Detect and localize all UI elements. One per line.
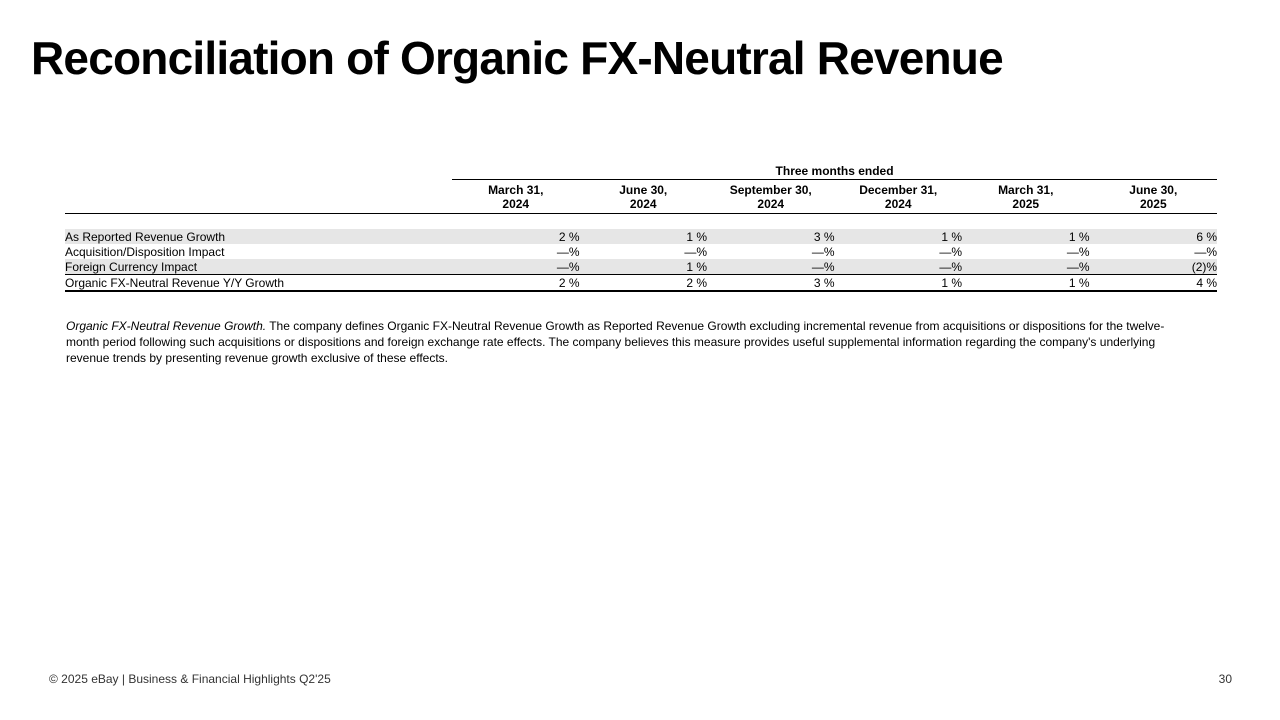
table-row xyxy=(65,229,1217,244)
row-value: 3 % xyxy=(707,275,835,292)
row-value: —% xyxy=(684,244,707,259)
row-value: 1 % xyxy=(835,229,963,244)
column-header: September 30, 2024 xyxy=(707,180,835,214)
row-value: 1 % xyxy=(962,275,1090,292)
column-header: March 31, 2025 xyxy=(962,180,1090,214)
row-label: Organic FX-Neutral Revenue Y/Y Growth xyxy=(65,275,452,292)
row-value: 2 % xyxy=(452,229,580,244)
row-value: 1 % xyxy=(835,275,963,292)
row-value: 3 % xyxy=(707,229,835,244)
column-header: June 30, 2025 xyxy=(1090,180,1218,214)
footnote xyxy=(66,318,1196,366)
row-value: —% xyxy=(556,244,580,259)
row-label: As Reported Revenue Growth xyxy=(65,229,452,244)
row-value: —% xyxy=(452,259,580,275)
row-value: —% xyxy=(1194,244,1218,259)
row-value: —% xyxy=(707,259,835,275)
row-value: (2)% xyxy=(1090,259,1218,275)
footnote-text: The company defines Organic FX-Neutral Revenue Growth as Reported Revenue Growth excluding incremental revenue from acquisitions or dispositions for the twelve-month period following such acquisitions or dispositions and foreign exchange rate effects. The company believes this measure provides useful supplemental information regarding the company's underlying revenue trends by presenting revenue growth exclusive of these effects. xyxy=(66,319,1165,365)
table-row xyxy=(65,259,1217,275)
table-row xyxy=(65,275,1217,292)
footer-copyright: © 2025 eBay | Business & Financial Highlights Q2'25 xyxy=(49,672,331,686)
row-label: Acquisition/Disposition Impact xyxy=(65,244,225,259)
column-header: March 31, 2024 xyxy=(452,180,580,214)
row-value: 1 % xyxy=(580,259,708,275)
reconciliation-table xyxy=(65,164,1217,292)
row-value: 4 % xyxy=(1090,275,1218,292)
footnote-term: Organic FX-Neutral Revenue Growth. xyxy=(66,319,267,333)
page-title: Reconciliation of Organic FX-Neutral Revenue xyxy=(31,32,1003,84)
row-value: 6 % xyxy=(1090,229,1218,244)
page-number: 30 xyxy=(1218,672,1232,686)
column-header: June 30, 2024 xyxy=(580,180,708,214)
row-value: —% xyxy=(811,244,835,259)
row-value: 2 % xyxy=(452,275,580,292)
period-header-row xyxy=(65,164,1217,180)
column-header-row xyxy=(65,180,1217,214)
period-header: Three months ended xyxy=(452,164,1217,180)
row-value: —% xyxy=(962,259,1090,275)
table-row xyxy=(65,244,1217,259)
row-value: 1 % xyxy=(580,229,708,244)
row-value: 2 % xyxy=(580,275,708,292)
row-value: —% xyxy=(1066,244,1090,259)
row-label: Foreign Currency Impact xyxy=(65,259,452,275)
row-value: —% xyxy=(835,259,963,275)
blank-header-cell xyxy=(65,164,452,180)
row-value: 1 % xyxy=(962,229,1090,244)
blank-header-cell xyxy=(65,180,452,214)
column-header: December 31, 2024 xyxy=(835,180,963,214)
row-value: —% xyxy=(939,244,962,259)
